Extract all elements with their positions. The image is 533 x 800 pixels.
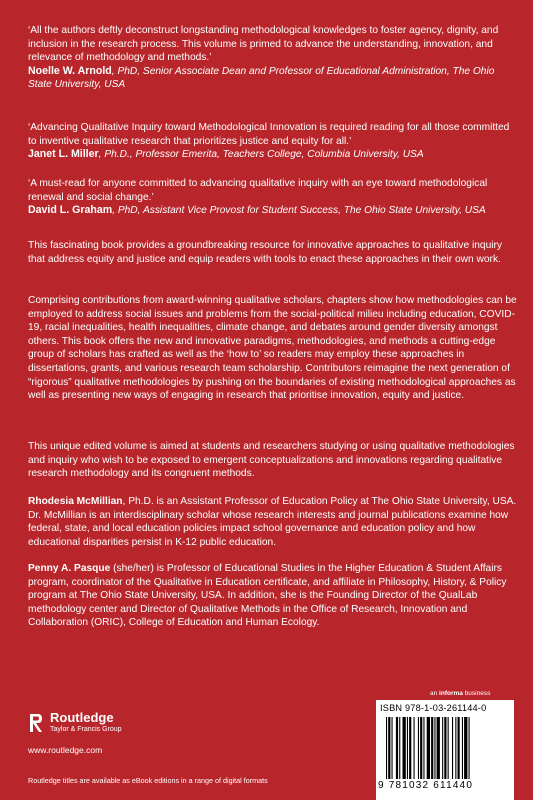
paragraph-text: This unique edited volume is aimed at students and researchers studying or using qualitative methodologies and inquiry who wish to be exposed to emergent conceptualizations and innovations regarding qualitative research methodology and its congruent methods. (28, 441, 515, 480)
barcode-number: 9 781032 611440 (378, 780, 474, 791)
barcode-bar (423, 717, 424, 779)
barcode-bar (403, 717, 406, 779)
quote-text: ‘A must-read for anyone committed to advancing qualitative inquiry with an eye toward methodological renewal and social change.’ (28, 178, 488, 203)
barcode-bar (434, 717, 435, 779)
quote-attribution (28, 204, 518, 218)
editor-bio-1 (28, 495, 518, 549)
quote-text: ‘All the authors deftly deconstruct longstanding methodological knowledges to foster agency, dignity, and inclusion in the research process. This volume is primed to advance the understanding, innovation, and relevance of methodology and methods.’ (28, 25, 499, 64)
bio-text (28, 495, 518, 549)
publisher-name: Routledge (50, 710, 114, 725)
bio-text (28, 562, 518, 630)
barcode-bar (437, 717, 440, 779)
quote-block-3 (28, 177, 518, 218)
description-paragraph-3 (28, 440, 518, 481)
informa-brand: informa (439, 690, 463, 697)
barcode-bar (420, 717, 422, 779)
barcode-bar (396, 717, 398, 779)
editor-bio-2 (28, 562, 518, 630)
isbn-barcode (376, 700, 514, 800)
barcode-bar (452, 717, 453, 779)
isbn-label: ISBN 978-1-03-261144-0 (380, 703, 487, 713)
barcode-bar (455, 717, 456, 779)
barcode-bar (388, 717, 390, 779)
paragraph-text: Comprising contributions from award-winning qualitative scholars, chapters show how methodologies can be employed to address social issues and problems from the social-political milieu including education, COVID-19, racial inequalities, health inequalities, climate change, and debates around gender diversity amongst others. This book offers the new and innovative paradigms, methodologies, and methods a cutting-edge group of scholars has crafted as well as the ‘how to’ so readers may employ these approaches in dissertations, grants, and various research team scholarship. Contributors reimagine the next generation of “rigorous” qualitative methodologies by pushing on the boundaries of existing methodological approaches as well as presenting new ways of engaging in research that prioritise innovation, equity and justice. (28, 295, 517, 402)
barcode-bar (458, 717, 460, 779)
routledge-r-icon (28, 712, 44, 734)
barcode-bar (409, 717, 411, 779)
paragraph-text: This fascinating book provides a groundbreaking resource for innovative approaches to qualitative inquiry that address equity and justice and equip readers with tools to enact these approaches in their own work. (28, 240, 502, 265)
publisher-group: Taylor & Francis Group (50, 726, 122, 733)
barcode-bar (448, 717, 449, 779)
barcode-bar (414, 717, 415, 779)
editor-name: Rhodesia McMillian (28, 496, 123, 507)
barcode-bar (386, 717, 387, 779)
informa-prefix: an (430, 690, 440, 697)
informa-suffix: business (462, 690, 491, 697)
ebook-note: Routledge titles are available as eBook editions in a range of digital formats (28, 776, 268, 785)
quote-text: ‘Advancing Qualitative Inquiry toward Methodological Innovation is required reading for all those committed to inventive qualitative research that prioritizes justice and equity for all.’ (28, 122, 510, 147)
barcode-bar (407, 717, 408, 779)
quote-block-2 (28, 121, 518, 162)
quote-attribution (28, 148, 518, 162)
barcode-bar (418, 717, 419, 779)
description-paragraph-1 (28, 239, 518, 266)
barcode-bars (386, 717, 506, 779)
barcode-bar (392, 717, 393, 779)
bio-body: , Ph.D. is an Assistant Professor of Education Policy at The Ohio State University, USA. Dr. McMillian is an interdisciplinary scholar whose research interests and journal publications examine how federal, state, and local education policies impact school governance and education policy and how educational disparities persist in K-12 public education. (28, 496, 517, 548)
quote-block-1 (28, 24, 518, 92)
editor-name: Penny A. Pasque (28, 563, 111, 574)
quote-author: Janet L. Miller (28, 148, 99, 161)
quote-author: Noelle W. Arnold (28, 64, 112, 77)
publisher-logo (28, 711, 122, 734)
barcode-bar (427, 717, 430, 779)
bio-body: (she/her) is Professor of Educational Studies in the Higher Education & Student Affairs program, coordinator of the Qualitative in Education certificate, and affiliate in Philosophy, History, & Policy program at The Ohio State University, USA. In addition, she is the Founding Director of the QualLab methodology center and Director of Qualitative Methods in the Office of Research, Innovation and Collaboration (ORIC), College of Education and Human Ecology. (28, 563, 507, 629)
quote-author: David L. Graham (28, 204, 113, 217)
informa-business-label (430, 690, 490, 697)
barcode-bar (442, 717, 443, 779)
barcode-bar (469, 717, 470, 779)
quote-attribution (28, 65, 518, 92)
barcode-bar (462, 717, 463, 779)
barcode-bar (399, 717, 400, 779)
quote-author-title: , PhD, Senior Associate Dean and Professor of Educational Administration, The Ohio State University, USA (28, 65, 495, 91)
barcode-bar (464, 717, 467, 779)
barcode-bar (444, 717, 446, 779)
description-paragraph-2 (28, 294, 518, 403)
publisher-website: www.routledge.com (28, 745, 103, 755)
barcode-bar (431, 717, 433, 779)
quote-author-title: , Ph.D., Professor Emerita, Teachers College, Columbia University, USA (98, 149, 424, 161)
quote-author-title: , PhD, Assistant Vice Provost for Student Success, The Ohio State University, USA (112, 205, 486, 217)
